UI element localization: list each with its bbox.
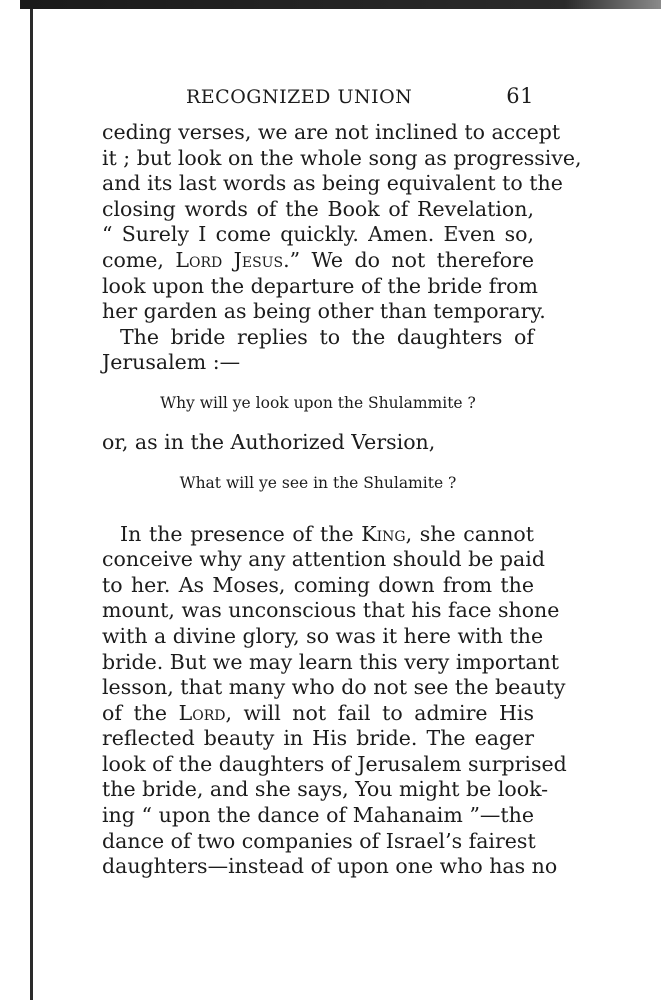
page-number: 61	[506, 84, 534, 108]
paragraph-bride-replies	[102, 325, 534, 376]
running-head	[102, 84, 534, 120]
text-line: mount, was unconscious that his face shone	[102, 598, 560, 623]
text-line: The bride replies to the daughters of	[120, 324, 534, 349]
block-quote: Why will ye look upon the Shulammite ?	[160, 393, 476, 412]
text-line: closing words of the Book of Revelation,	[102, 196, 534, 221]
text-line: it ; but look on the whole song as progressive,	[102, 145, 582, 170]
running-head-title: RECOGNIZED UNION	[186, 86, 413, 108]
text-line: dance of two companies of Israel’s fairest	[102, 828, 536, 853]
text-line: the bride, and she says, You might be look-	[102, 777, 549, 802]
text-line: In the presence of the King, she cannot	[120, 521, 534, 546]
text-line: her garden as being other than temporary.	[102, 299, 546, 324]
text-line: bride. But we may learn this very important	[102, 649, 559, 674]
text-line: ceding verses, we are not inclined to accept	[102, 120, 561, 144]
text-line: lesson, that many who do not see the beauty	[102, 675, 566, 700]
text-line: ing “ upon the dance of Mahanaim ”—the	[102, 803, 534, 828]
text-line: Jerusalem :—	[102, 350, 241, 375]
text-line: “ Surely I come quickly. Amen. Even so,	[102, 222, 534, 247]
text-line: conceive why any attention should be paid	[102, 547, 545, 572]
text-line: look of the daughters of Jerusalem surprised	[102, 751, 567, 776]
paragraph-continued	[102, 120, 582, 325]
connector-line: or, as in the Authorized Version,	[102, 429, 436, 454]
text-line: to her. As Moses, coming down from the	[102, 572, 534, 597]
text-line: and its last words as being equivalent to the	[102, 171, 563, 196]
book-page	[102, 84, 582, 880]
text-line: reflected beauty in His bride. The eager	[102, 726, 534, 751]
text-line: look upon the departure of the bride from	[102, 273, 538, 298]
block-quote: What will ye see in the Shulamite ?	[179, 473, 457, 492]
text-line: of the Lord, will not fail to admire His	[102, 700, 534, 725]
text-line: with a divine glory, so was it here with the	[102, 623, 544, 648]
paragraph-presence-of-king	[102, 521, 567, 880]
text-line: come, Lord Jesus.” We do not therefore	[102, 247, 534, 272]
text-line: daughters—instead of upon one who has no	[102, 854, 558, 879]
page-top-edge	[20, 0, 661, 9]
page-binding-edge	[30, 9, 33, 1000]
